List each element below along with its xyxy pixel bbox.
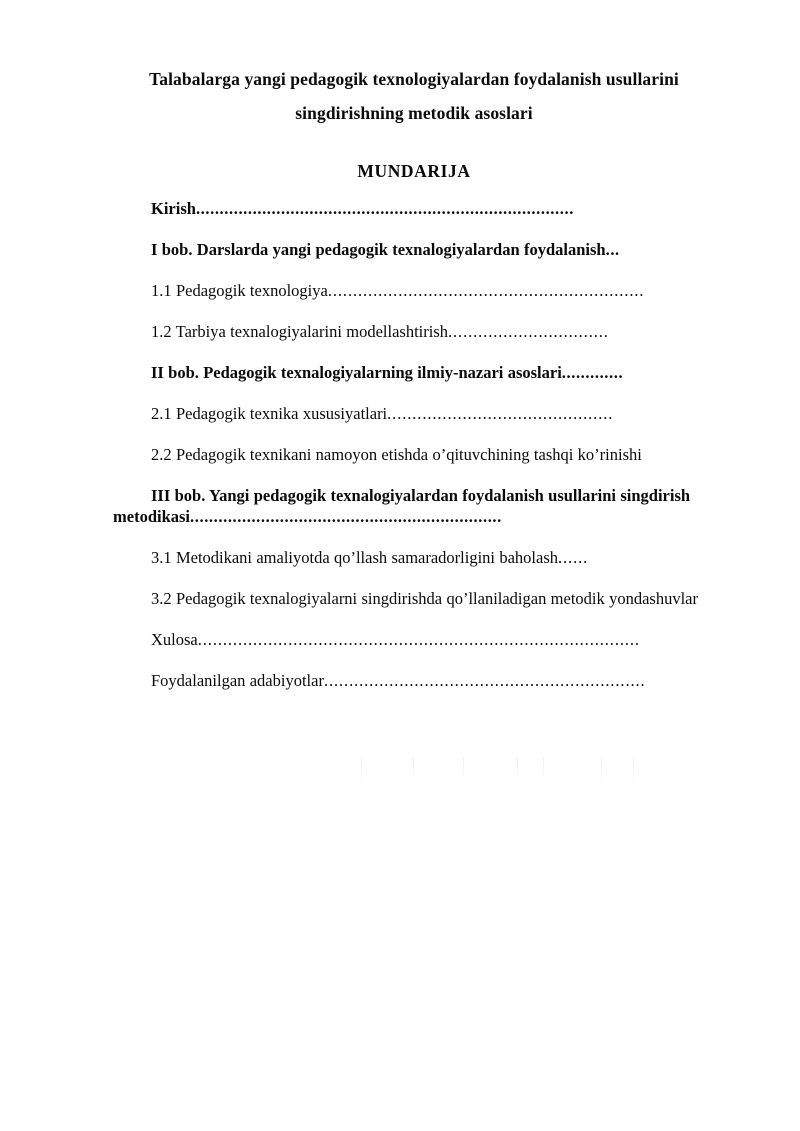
document-title-line-2: singdirishning metodik asoslari	[295, 103, 533, 123]
toc-entry-leader: ................................................................	[323, 671, 646, 690]
table-of-contents	[113, 198, 715, 691]
toc-entry-leader: ......	[558, 548, 589, 567]
toc-entry-1-2	[113, 321, 715, 342]
toc-entry-label: III bob. Yangi pedagogik texnalogiyalardan foydalanish usullarini singdirish metodikasi	[113, 486, 691, 526]
toc-entry-3-1	[113, 547, 715, 568]
toc-entry-label: 3.1 Metodikani amaliyotda qo’llash samaradorligini baholash	[151, 548, 558, 567]
toc-entry-label: Kirish	[151, 199, 196, 218]
toc-entry-leader: ...............................................................	[327, 281, 645, 300]
toc-entry-label: 2.2 Pedagogik texnikani namoyon etishda o’qituvchining tashqi ko’rinishi	[151, 445, 642, 464]
toc-entry-label: II bob. Pedagogik texnalogiyalarning ilmiy-nazari asoslari	[151, 363, 562, 382]
toc-entry-leader: ...	[605, 240, 620, 259]
document-body	[113, 62, 715, 711]
toc-entry-label: 2.1 Pedagogik texnika xususiyatlari	[151, 404, 388, 423]
toc-entry-label: 3.2 Pedagogik texnalogiyalarni singdirishda qo’llaniladigan metodik yondashuvlar	[151, 589, 698, 608]
toc-entry-kirish	[113, 198, 715, 219]
contents-heading: MUNDARIJA	[357, 161, 471, 181]
toc-entry-chapter-3	[113, 485, 715, 527]
toc-entry-leader: ................................................................................	[195, 199, 574, 218]
toc-entry-label: 1.1 Pedagogik texnologiya	[151, 281, 328, 300]
toc-entry-leader: ................................	[448, 322, 609, 341]
toc-entry-chapter-2	[113, 362, 715, 383]
scan-artifact-streaks	[355, 758, 645, 788]
toc-entry-references	[113, 670, 715, 691]
toc-entry-1-1	[113, 280, 715, 301]
toc-entry-label: I bob. Darslarda yangi pedagogik texnalogiyalardan foydalanish	[151, 240, 606, 259]
document-title-line-1: Talabalarga yangi pedagogik texnologiyalardan foydalanish usullarini	[149, 69, 679, 89]
toc-entry-3-2	[113, 588, 715, 609]
toc-entry-2-1	[113, 403, 715, 424]
toc-entry-leader: ..................................................................	[190, 507, 502, 526]
toc-entry-chapter-1	[113, 239, 715, 260]
toc-entry-label: 1.2 Tarbiya texnalogiyalarini modellashtirish	[151, 322, 448, 341]
toc-entry-leader: ........................................................................................	[197, 630, 640, 649]
document-title	[123, 62, 705, 130]
toc-entry-label: Xulosa	[151, 630, 198, 649]
toc-entry-label: Foydalanilgan adabiyotlar	[151, 671, 324, 690]
toc-entry-leader: .............	[561, 363, 624, 382]
toc-entry-xulosa	[113, 629, 715, 650]
toc-entry-leader: .............................................	[387, 404, 614, 423]
toc-entry-2-2	[113, 444, 715, 465]
